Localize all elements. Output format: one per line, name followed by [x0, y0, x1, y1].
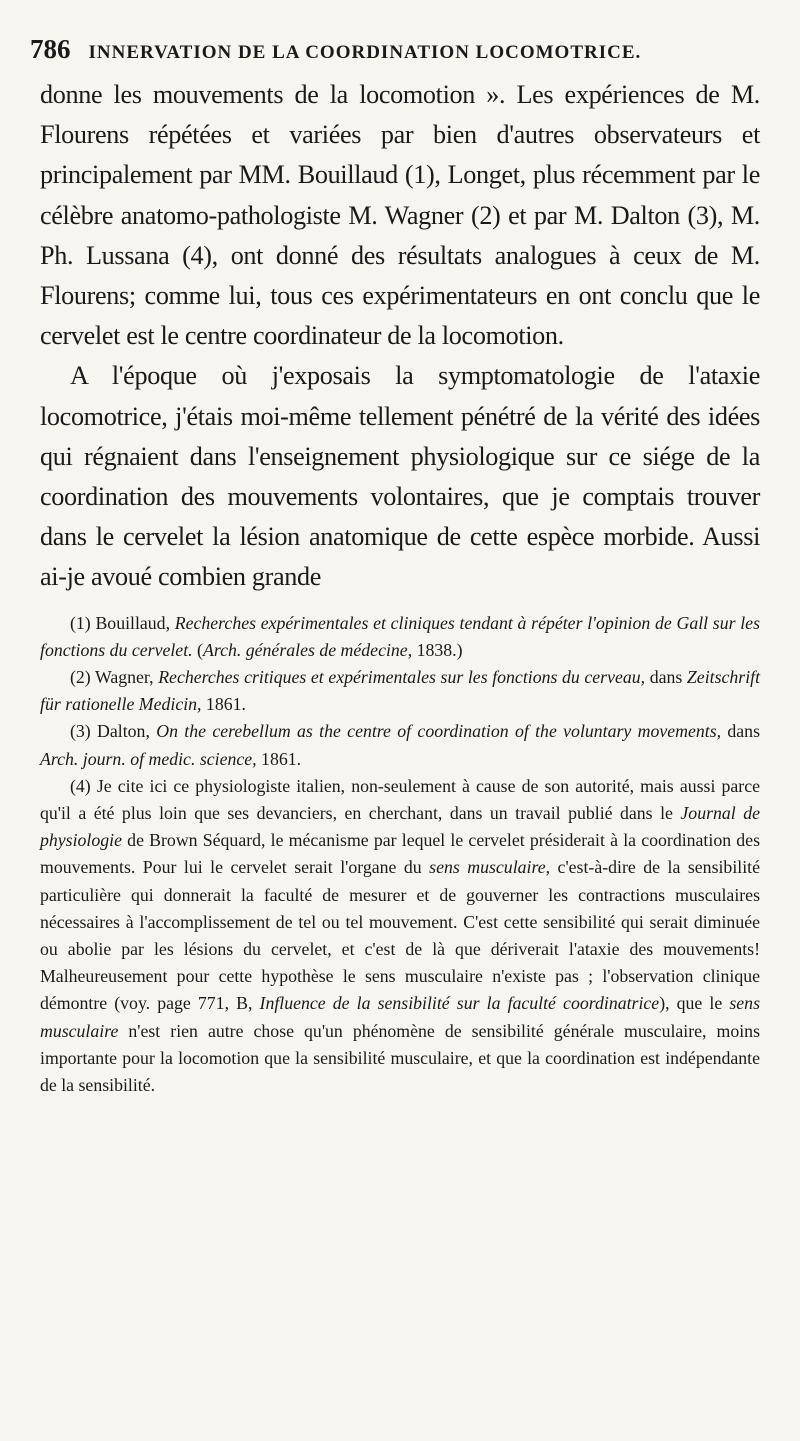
footnote-4 — [40, 773, 760, 1099]
footnote-text: dans — [721, 721, 760, 742]
page-header — [30, 34, 760, 65]
paragraph: donne les mouvements de la locomotion ». Les expériences de M. Flourens répétées et variées par bien d'autres observateurs et principalement par MM. Bouillaud (1), Longet, plus récemment par le célèbre anatomo-pathologiste M. Wagner (2) et par M. Dalton (3), M. Ph. Lussana (4), ont donné des résultats analogues à ceux de M. Flourens; comme lui, tous ces expérimentateurs en ont conclu que le cervelet est le centre coordinateur de la locomotion. — [40, 80, 760, 351]
running-head: INNERVATION DE LA COORDINATION LOCOMOTRICE. — [88, 42, 642, 63]
footnote-text: , c'est-à-dire de la sensibilité particulière qui donnerait la faculté de mesurer et de gouverner les contractions musculaires nécessaires à l'accomplissement de tel ou tel mouvement. C'est cette sensibilité qui serait diminuée ou abolie par les lésions du cervelet, et c'est de là que dériverait l'ataxie des mouvements! Malheureusement pour cette hypothèse le sens musculaire n'existe pas ; l'observation clinique démontre (voy. page 771, B, — [40, 857, 760, 1014]
footnote-2 — [40, 664, 760, 718]
main-text — [40, 75, 760, 598]
footnote-text: 1861. — [256, 748, 302, 769]
footnote-text: ( — [192, 639, 203, 660]
footnote-text: (1) Bouillaud, — [70, 612, 175, 633]
footnote-text: de Brown Séquard, le mécanisme par lequel le cervelet présiderait à la coordination des mouvements. Pour lui le cervelet serait l'organe du — [40, 830, 760, 878]
footnote-title: On the cerebellum as the centre of coordination of the voluntary movements, — [156, 721, 722, 742]
footnote-title: Influence de la sensibilité sur la faculté coordinatrice — [259, 993, 660, 1014]
footnote-text: (2) Wagner, — [70, 667, 159, 688]
footnote-title: Recherches critiques et expérimentales sur les fonctions du cerveau, — [158, 667, 646, 688]
footnote-text: , 1838.) — [407, 639, 463, 660]
footnote-title: Recherches expérimentales et cliniques tendant à répéter l'opinion de Gall sur les fonctions du cervelet. — [40, 612, 760, 660]
footnote-text: (4) Je cite ici ce physiologiste italien, non-seulement à cause de son autorité, mais aussi parce qu'il a été plus loin que ses devanciers, en cherchant, dans un travail publié dans le — [40, 775, 760, 824]
footnote-journal: Journal de physiologie — [40, 803, 760, 851]
footnote-3 — [40, 718, 760, 772]
footnote-text: n'est rien autre chose qu'un phénomène de sensibilité générale musculaire, moins importante pour la locomotion que la sensibilité musculaire, et que la coordination est indépendante de la sensibilité. — [40, 1020, 760, 1096]
footnote-journal: Zeitschrift für rationelle Medicin, — [40, 667, 761, 715]
footnote-1 — [40, 610, 760, 664]
footnote-text: ), que le — [659, 993, 730, 1014]
footnote-journal: Arch. générales de médecine — [202, 639, 408, 660]
footnote-term: sens musculaire — [40, 993, 760, 1041]
footnote-journal: Arch. journ. of medic. science, — [40, 748, 257, 769]
footnote-text: dans — [645, 667, 687, 688]
footnotes — [40, 610, 760, 1100]
footnote-term: sens musculaire — [429, 857, 546, 878]
page-number: 786 — [30, 34, 71, 64]
footnote-text: 1861. — [201, 694, 246, 715]
footnote-text: (3) Dalton, — [70, 721, 157, 742]
paragraph: A l'époque où j'exposais la symptomatologie de l'ataxie locomotrice, j'étais moi-même tellement pénétré de la vérité des idées qui régnaient dans l'enseignement physiologique sur ce siége de la coordination des mouvements volontaires, que je comptais trouver dans le cervelet la lésion anatomique de cette espèce morbide. Aussi ai-je avoué combien grande — [40, 361, 760, 592]
